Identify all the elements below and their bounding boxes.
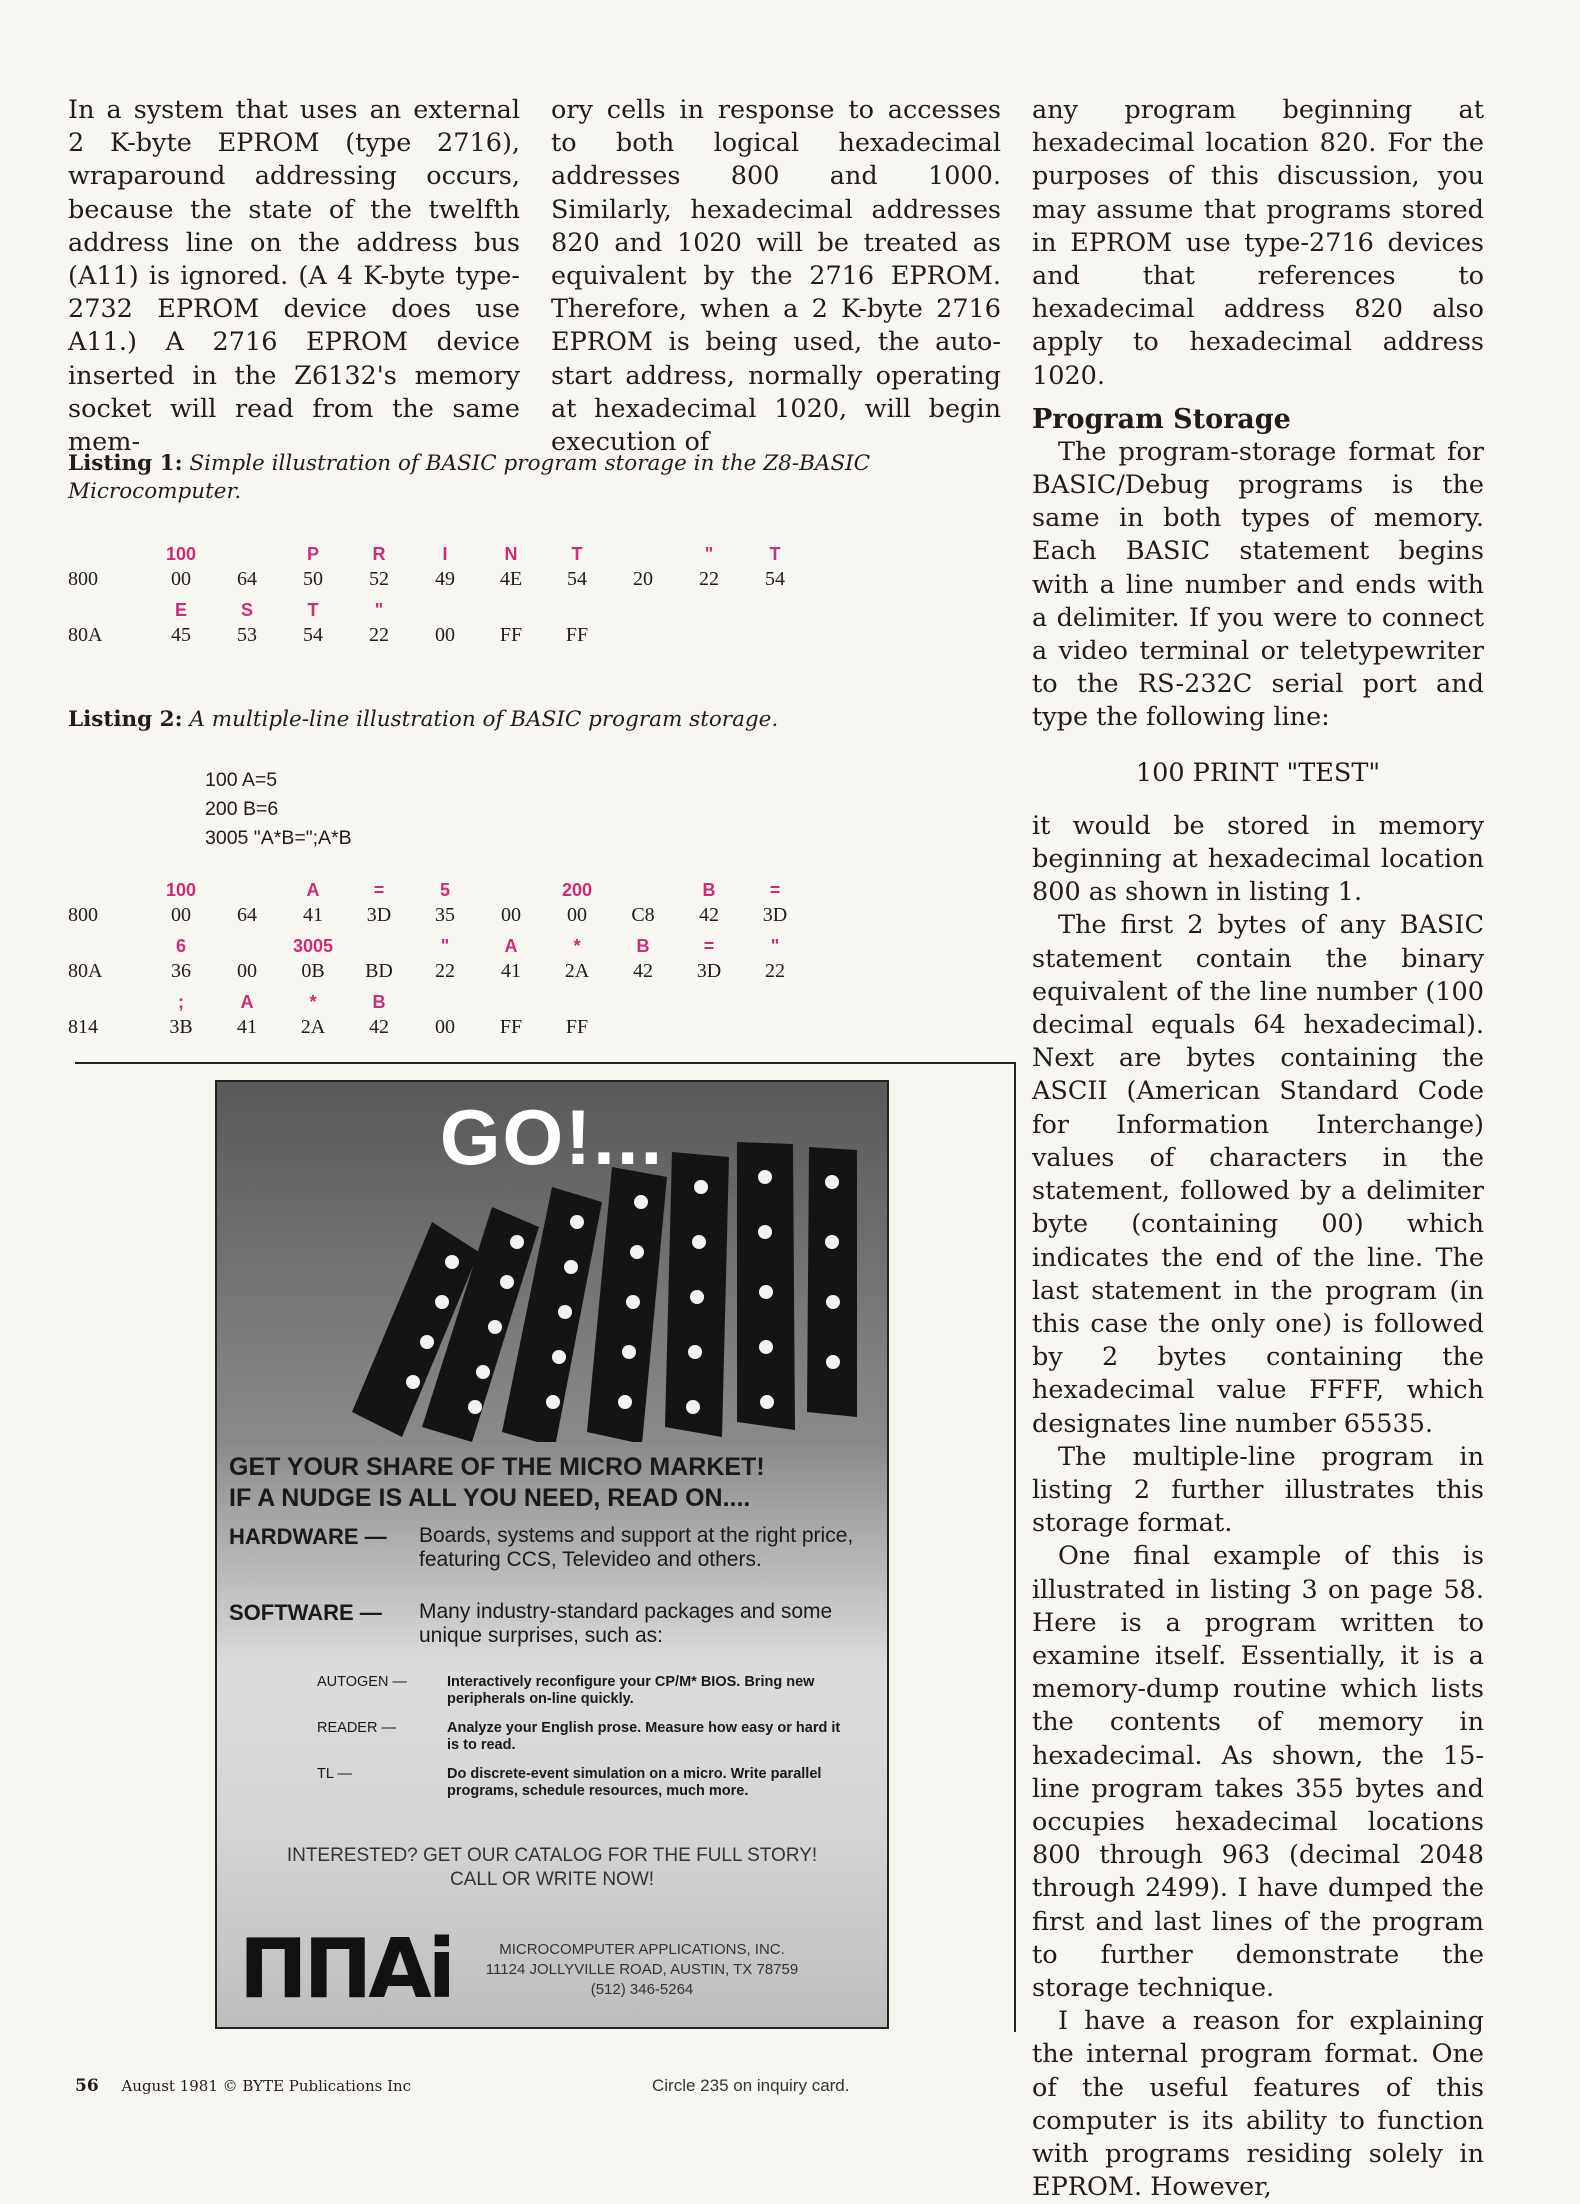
listing-byte: 20 [633,568,653,590]
listing-char-label: 100 [165,544,197,564]
ad-item-name: AUTOGEN — [317,1674,407,1690]
col3-paragraph-5: The multiple-line program in listing 2 further illustrates this storage format. [1032,1441,1484,1539]
listing-byte: FF [499,624,523,646]
listing-char-label: P [306,544,319,564]
listing-byte: 00 [171,904,191,926]
listing-byte: 53 [237,624,257,646]
listing-byte: 00 [171,568,191,590]
ad-address [417,1940,867,2000]
listing-byte: C8 [631,904,655,926]
listing-byte: FF [565,1016,589,1038]
ad-item-name: READER — [317,1720,396,1736]
listing-byte: 22 [369,624,389,646]
listing-byte: 52 [369,568,389,590]
listing-byte: 3D [366,904,392,926]
listing-byte: 41 [237,1016,257,1038]
ad-item-text: Interactively reconfigure your CP/M* BIOS. Bring new peripherals on-line quickly. [447,1674,815,1707]
listing-char-label: 200 [561,880,593,900]
listing-byte: 00 [435,624,455,646]
listing-byte: 0B [301,960,325,982]
column-vertical-rule [1014,1062,1016,2032]
listing-byte: 00 [435,1016,455,1038]
listing-char-label: B [372,992,386,1012]
listing-char-label: R [372,544,386,564]
listing-char-label: E [174,600,187,620]
ad-hardware-text: Boards, systems and support at the right price, featuring CCS, Televideo and others. [419,1524,854,1571]
listing-char-label: " [440,936,450,956]
col2-paragraph: ory cells in response to accesses to both logical hexadecimal addresses 800 and 1000. Similarly, hexadecimal addresses 820 and 1020 will be treated as equivalent by the 2716 EPROM. Therefore, when a 2 K-byte 2716 EPROM is being used, the auto-start address, normally operating at hexadecimal 1020, will begin execution of [551,95,1001,458]
ad-cta-2: CALL OR WRITE NOW! [449,1869,655,1890]
listing-byte: 54 [765,568,785,590]
ad-headline-1: GET YOUR SHARE OF THE MICRO MARKET! [229,1453,765,1481]
listing-2-program [205,766,352,853]
col3-paragraph-7: I have a reason for explaining the internal program format. One of the useful features of this computer is its ability to function with programs residing solely in EPROM. However, [1032,2006,1484,2203]
listing-byte: 3D [696,960,722,982]
listing-char-label: T [769,544,781,564]
issue-line: August 1981 © BYTE Publications Inc [121,2077,412,2095]
listing-char-label: = [373,880,385,900]
page-number: 56 [75,2076,99,2096]
listing-char-label: A [306,880,320,900]
listing-byte: 45 [171,624,191,646]
listing-char-label: * [309,992,317,1012]
listing-byte: 49 [435,568,455,590]
listing-char-label: B [702,880,716,900]
col3-paragraph-4: The first 2 bytes of any BASIC statement contain the binary equivalent of the line number (100 decimal equals 64 hexadecimal). Next are bytes containing the ASCII (American Standard Code for Information Interchange) values of characters in the statement, followed by a delimiter byte (containing 00) which indicates the end of the line. The last statement in the program (in this case the only one) is followed by 2 bytes containing the hexadecimal value FFFF, which designates line number 65535. [1032,910,1484,1439]
ad-item-text: Do discrete-event simulation on a micro. Write parallel programs, schedule resources, much more. [447,1766,822,1799]
ad-item-name: TL — [317,1766,352,1782]
listing-byte: BD [365,960,393,982]
listing-char-label: * [573,936,581,956]
listing-char-label: " [770,936,780,956]
listing-byte: FF [499,1016,523,1038]
listing-char-label: = [703,936,715,956]
listing-char-label: = [769,880,781,900]
listing-address: 814 [68,1016,98,1038]
listing-byte: 3B [169,1016,193,1038]
ad-company: MICROCOMPUTER APPLICATIONS, INC. [499,1941,785,1958]
ad-headline-2: IF A NUDGE IS ALL YOU NEED, READ ON.... [229,1484,751,1512]
listing-byte: FF [565,624,589,646]
listing-byte: 42 [633,960,653,982]
listing-char-label: A [504,936,518,956]
listing-char-label: A [240,992,254,1012]
listing-char-label: " [374,600,384,620]
listing-byte: 41 [501,960,521,982]
listing-byte: 22 [765,960,785,982]
ad-software-label: SOFTWARE — [229,1600,382,1625]
listing-byte: 54 [567,568,587,590]
listing-byte: 42 [369,1016,389,1038]
column-3 [1032,94,1484,2204]
section-heading: Program Storage [1032,403,1291,435]
listing-char-label: T [571,544,583,564]
col3-paragraph-6: One final example of this is illustrated in listing 3 on page 58. Here is a program written to examine itself. Essentially, it is a memory-dump routine which lists the contents of memory in hexadecimal. As shown, the 15-line program takes 355 bytes and occupies hexadecimal locations 800 through 963 (decimal 2048 through 2499). I have dumped the first and last lines of the program to further demonstrate the storage technique. [1032,1541,1484,2003]
code-example: 100 PRINT "TEST" [1135,757,1381,788]
listing-byte: 00 [567,904,587,926]
col3-paragraph-3: it would be stored in memory beginning at hexadecimal location 800 as shown in listing 1. [1032,810,1484,908]
listing-address: 80A [68,960,103,982]
listing-char-label: 5 [439,880,450,900]
listing-char-label: S [240,600,253,620]
listing-address: 80A [68,624,103,646]
col3-paragraph-2: The program-storage format for BASIC/Debug programs is the same in both types of memory. Each BASIC statement begins with a line number and ends with a delimiter. If you were to connect a video terminal or teletypewriter to the RS-232C serial port and type the following line: [1032,436,1484,733]
listing-char-label: " [704,544,714,564]
listing-byte: 22 [699,568,719,590]
ad-hardware-label: HARDWARE — [229,1524,387,1549]
listing-char-label: 6 [175,936,186,956]
listing-2-table [68,880,828,1050]
listing-byte: 22 [435,960,455,982]
ad-go-title: GO!... [439,1093,665,1181]
listing-byte: 36 [171,960,191,982]
listing-address: 800 [68,904,98,926]
ad-phone: (512) 346-5264 [590,1981,694,1998]
listing-byte: 4E [499,568,523,590]
inquiry-note: Circle 235 on inquiry card. [652,2076,850,2095]
column-2 [551,94,1001,459]
listing-char-label: I [442,544,448,564]
column-1 [68,94,520,459]
listing-address: 800 [68,568,98,590]
listing-byte: 00 [501,904,521,926]
listing-2-label: Listing 2: [68,707,183,732]
ad-street: 11124 JOLLYVILLE ROAD, AUSTIN, TX 78759 [485,1961,799,1978]
listing-byte: 42 [699,904,719,926]
ad-call-to-action [227,1844,877,1892]
listing-byte: 54 [303,624,323,646]
listing-char-label: T [307,600,319,620]
advertisement [215,1080,889,2029]
program-line: 3005 "A*B=";A*B [205,827,352,849]
listing-char-label: B [636,936,650,956]
listing-char-label: 100 [165,880,197,900]
ad-headline [229,1452,879,1514]
ad-cta-1: INTERESTED? GET OUR CATALOG FOR THE FULL STORY! [286,1845,818,1866]
listing-1-label: Listing 1: [68,451,183,476]
footer [75,2076,411,2096]
listing-char-label: N [504,544,518,564]
listing-byte: 50 [303,568,323,590]
ad-item-text: Analyze your English prose. Measure how easy or hard it is to read. [447,1720,841,1753]
listing-byte: 2A [300,1016,326,1038]
listing-byte: 64 [237,568,257,590]
ad-top-rule [75,1062,1015,1064]
program-line: 200 B=6 [205,798,279,820]
listing-byte: 3D [762,904,788,926]
listing-2-caption-text: A multiple-line illustration of BASIC program storage. [189,707,779,732]
col1-paragraph: In a system that uses an external 2 K-byte EPROM (type 2716), wraparound addressing occurs, because the state of the twelfth address line on the address bus (A11) is ignored. (A 4 K-byte type-2732 EPROM device does use A11.) A 2716 EPROM device inserted in the Z6132's memory socket will read from the same mem- [68,95,520,458]
col3-paragraph-1: any program beginning at hexadecimal location 820. For the purposes of this discussion, you may assume that programs stored in EPROM use type-2716 devices and that references to hexadecimal address 820 also apply to hexadecimal address 1020. [1032,95,1484,391]
listing-1-caption-text: Simple illustration of BASIC program storage in the Z8-BASIC Microcomputer. [68,451,871,504]
ad-software-text: Many industry-standard packages and some unique surprises, such as: [419,1600,833,1647]
program-line: 100 A=5 [205,769,278,791]
listing-byte: 64 [237,904,257,926]
mai-logo: ΠΠAi [239,1922,452,2017]
listing-byte: 00 [237,960,257,982]
listing-1-table [68,544,828,644]
listing-2-caption [68,706,1008,734]
listing-byte: 35 [435,904,455,926]
listing-1-caption [68,450,1008,506]
listing-byte: 41 [303,904,323,926]
listing-byte: 2A [564,960,590,982]
listing-char-label: 3005 [292,936,334,956]
listing-char-label: ; [178,992,184,1012]
